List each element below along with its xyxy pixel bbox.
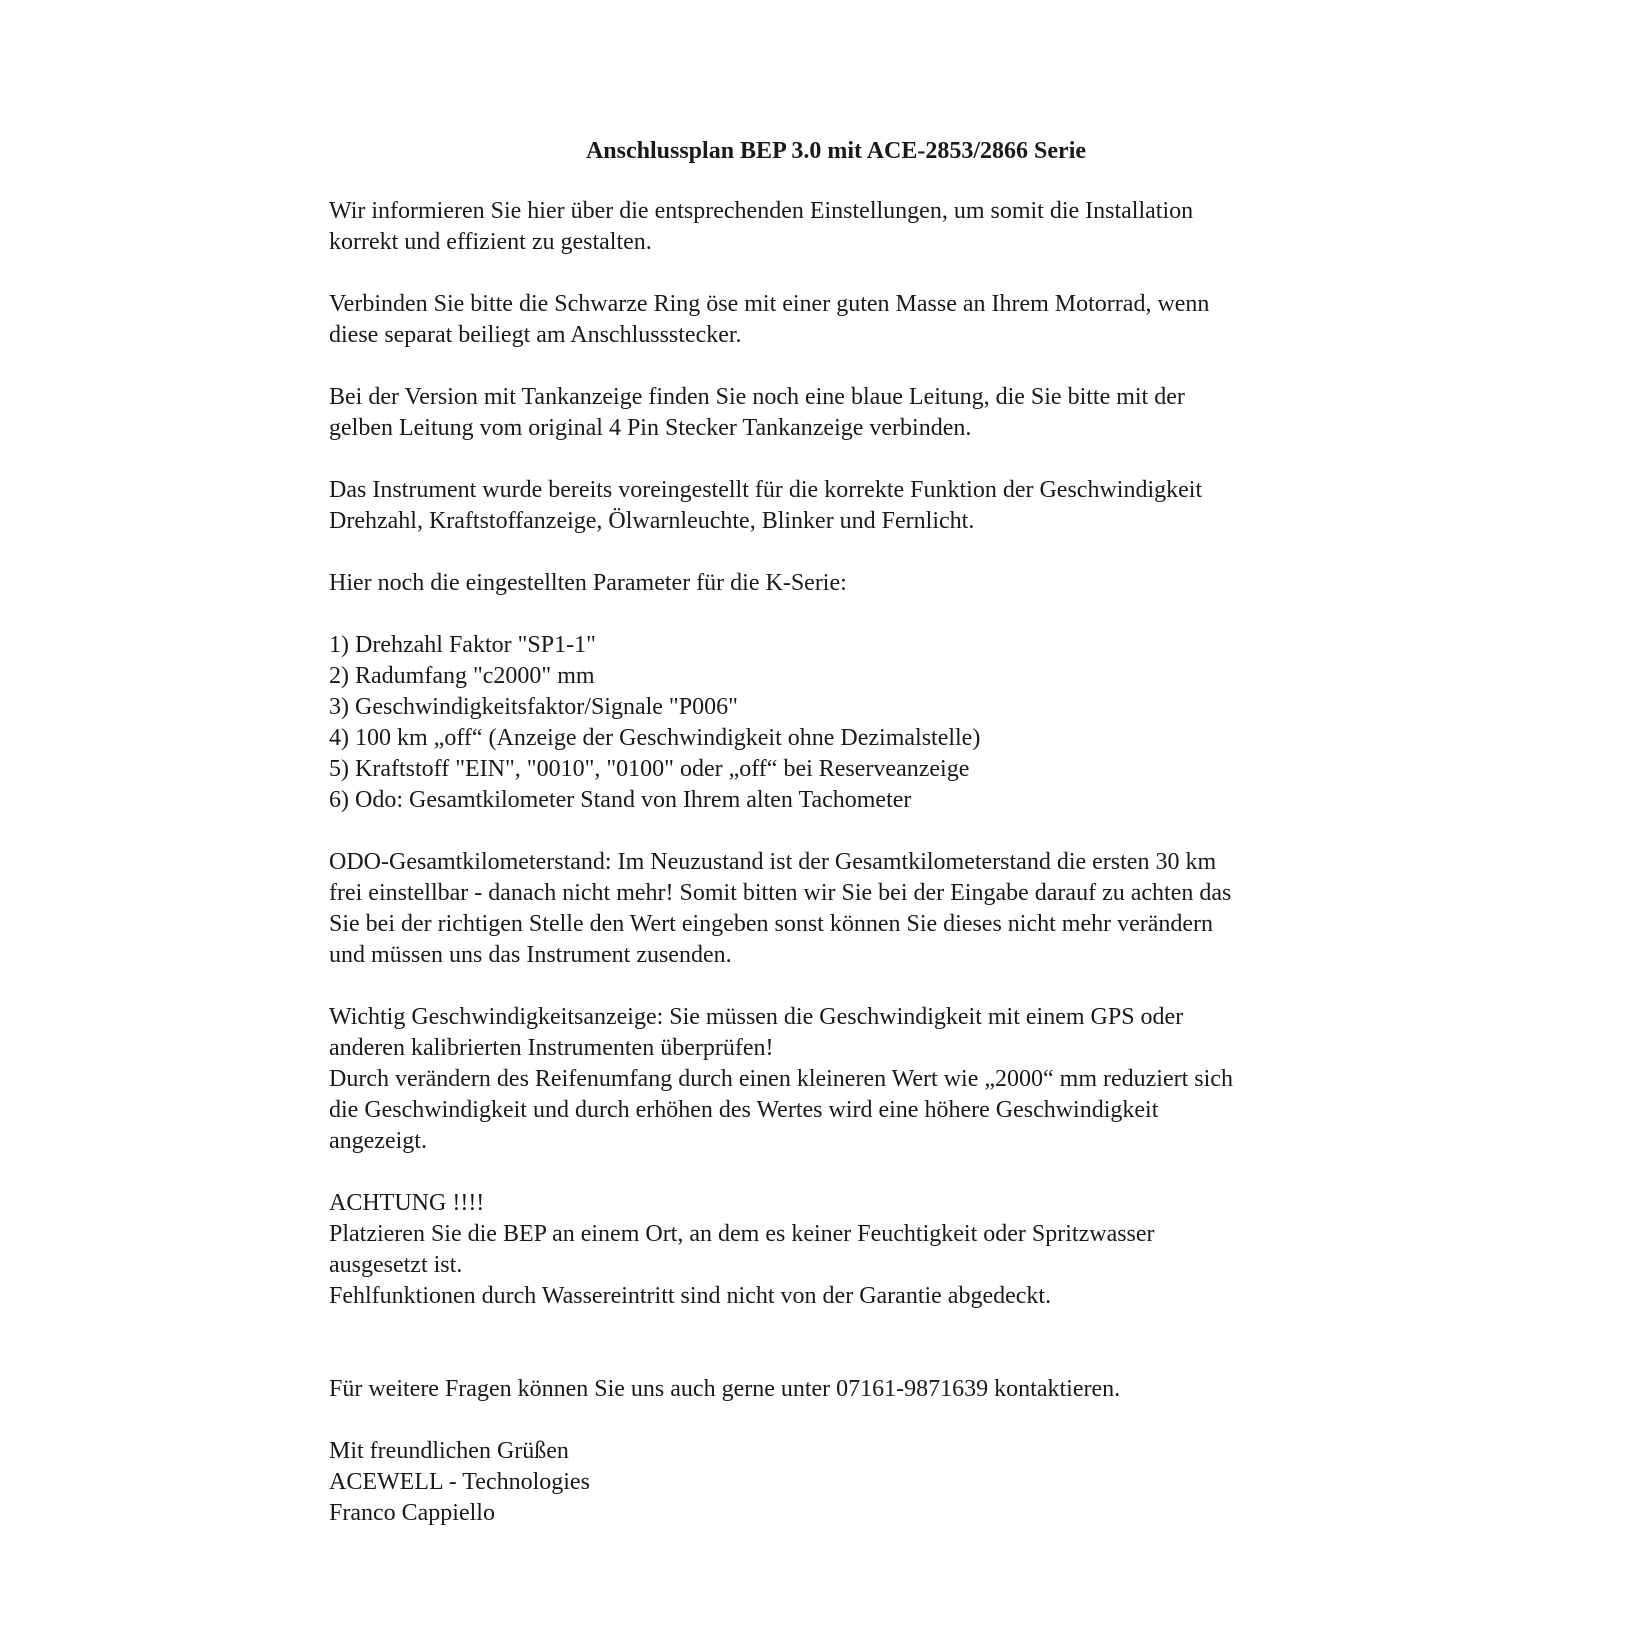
list-item: 2) Radumfang "c2000" mm	[329, 663, 595, 689]
text-line: anderen kalibrierten Instrumenten überprüfen!	[329, 1035, 774, 1061]
paragraph-warning	[329, 1188, 1369, 1312]
text-line: die Geschwindigkeit und durch erhöhen des Wertes wird eine höhere Geschwindigkeit	[329, 1097, 1159, 1123]
text-line: frei einstellbar - danach nicht mehr! Somit bitten wir Sie bei der Eingabe darauf zu achten das	[329, 880, 1232, 906]
closing-greeting: Mit freundlichen Grüßen	[329, 1438, 569, 1464]
paragraph-tank	[329, 382, 1369, 444]
paragraph-gap	[329, 1157, 1369, 1188]
list-item: 1) Drehzahl Faktor "SP1-1"	[329, 632, 596, 658]
paragraph-speed	[329, 1002, 1369, 1157]
text-line: Verbinden Sie bitte die Schwarze Ring öse mit einer guten Masse an Ihrem Motorrad, wenn	[329, 291, 1210, 317]
company-name: ACEWELL - Technologies	[329, 1469, 590, 1495]
text-line: Für weitere Fragen können Sie uns auch gerne unter 07161-9871639 kontaktieren.	[329, 1376, 1121, 1402]
text-line: Wichtig Geschwindigkeitsanzeige: Sie müssen die Geschwindigkeit mit einem GPS oder	[329, 1004, 1184, 1030]
text-line: ausgesetzt ist.	[329, 1252, 463, 1278]
list-item: 4) 100 km „off“ (Anzeige der Geschwindigkeit ohne Dezimalstelle)	[329, 725, 981, 751]
paragraph-ground	[329, 289, 1369, 351]
paragraph-gap	[329, 1312, 1369, 1343]
text-line: Sie bei der richtigen Stelle den Wert eingeben sonst können Sie dieses nicht mehr verändern	[329, 911, 1214, 937]
document-body	[329, 196, 1369, 1529]
paragraph-gap	[329, 258, 1369, 289]
text-line: Das Instrument wurde bereits voreingestellt für die korrekte Funktion der Geschwindigkeit	[329, 477, 1203, 503]
paragraph-params-intro	[329, 568, 1369, 599]
paragraph-gap	[329, 816, 1369, 847]
paragraph-contact	[329, 1374, 1369, 1405]
list-item: 3) Geschwindigkeitsfaktor/Signale "P006"	[329, 694, 738, 720]
paragraph-intro	[329, 196, 1369, 258]
text-line: Drehzahl, Kraftstoffanzeige, Ölwarnleuchte, Blinker und Fernlicht.	[329, 508, 975, 534]
paragraph-gap	[329, 351, 1369, 382]
text-line: angezeigt.	[329, 1128, 427, 1154]
text-line: Bei der Version mit Tankanzeige finden Sie noch eine blaue Leitung, die Sie bitte mit der	[329, 384, 1185, 410]
paragraph-gap	[329, 1343, 1369, 1374]
warning-heading: ACHTUNG !!!!	[329, 1190, 485, 1216]
text-line: Platzieren Sie die BEP an einem Ort, an dem es keiner Feuchtigkeit oder Spritzwasser	[329, 1221, 1155, 1247]
text-line: und müssen uns das Instrument zusenden.	[329, 942, 732, 968]
list-item: 5) Kraftstoff "EIN", "0010", "0100" oder „off“ bei Reserveanzeige	[329, 756, 970, 782]
text-line: diese separat beiliegt am Anschlussstecker.	[329, 322, 742, 348]
paragraph-gap	[329, 599, 1369, 630]
paragraph-gap	[329, 1405, 1369, 1436]
text-line: Fehlfunktionen durch Wassereintritt sind nicht von der Garantie abgedeckt.	[329, 1283, 1052, 1309]
paragraph-gap	[329, 537, 1369, 568]
parameter-list	[329, 630, 1369, 816]
text-line: gelben Leitung vom original 4 Pin Stecker Tankanzeige verbinden.	[329, 415, 972, 441]
text-line: korrekt und effizient zu gestalten.	[329, 229, 652, 255]
text-line: ODO-Gesamtkilometerstand: Im Neuzustand ist der Gesamtkilometerstand die ersten 30 km	[329, 849, 1217, 875]
text-line: Wir informieren Sie hier über die entsprechenden Einstellungen, um somit die Installation	[329, 198, 1194, 224]
text-line: Hier noch die eingestellten Parameter für die K-Serie:	[329, 570, 847, 596]
signer-name: Franco Cappiello	[329, 1500, 495, 1526]
closing-signature	[329, 1436, 1369, 1529]
paragraph-gap	[329, 444, 1369, 475]
text-line: Durch verändern des Reifenumfang durch einen kleineren Wert wie „2000“ mm reduziert sich	[329, 1066, 1233, 1092]
list-item: 6) Odo: Gesamtkilometer Stand von Ihrem alten Tachometer	[329, 787, 912, 813]
document-title: Anschlussplan BEP 3.0 mit ACE-2853/2866 Serie	[585, 138, 1087, 164]
paragraph-preset	[329, 475, 1369, 537]
paragraph-odo	[329, 847, 1369, 971]
paragraph-gap	[329, 971, 1369, 1002]
